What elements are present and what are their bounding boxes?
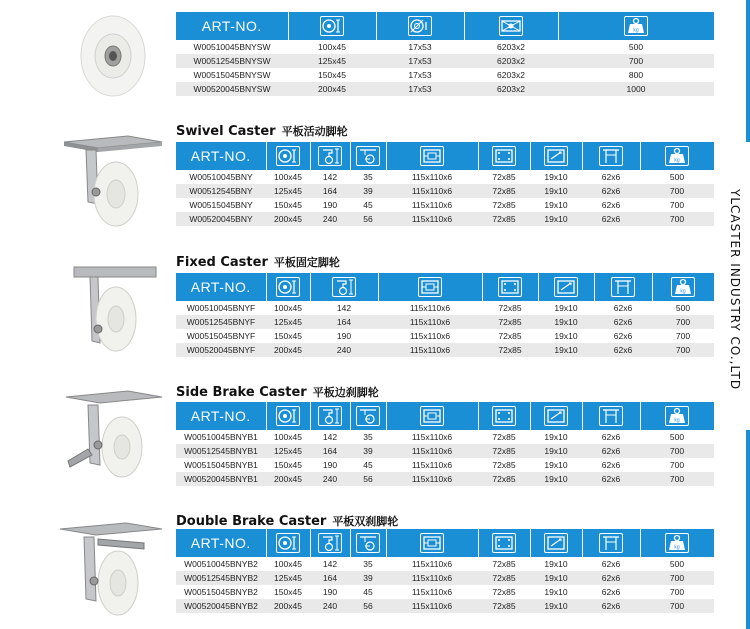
spec-cell: 115x110x6 xyxy=(386,198,478,212)
table-row xyxy=(176,212,714,226)
art-no-cell: W00512545BNYB1 xyxy=(176,444,266,458)
table-row xyxy=(176,82,714,96)
overall-height-icon xyxy=(318,406,342,426)
spec-cell: 100x45 xyxy=(266,301,310,315)
art-no-cell: W00510045BNYSW xyxy=(176,40,288,54)
company-name: YLCASTER INDUSTRY CO.,LTD xyxy=(728,189,742,391)
spec-cell: 6203x2 xyxy=(464,68,558,82)
spec-cell: 125x45 xyxy=(266,184,310,198)
spec-cell: 700 xyxy=(640,458,714,472)
fixed-spec-table xyxy=(176,273,715,357)
wheel-size-icon xyxy=(276,533,300,553)
spec-cell: 19x10 xyxy=(530,212,582,226)
spec-cell: 72x85 xyxy=(478,198,530,212)
art-no-cell: W00520045BNY xyxy=(176,212,266,226)
spec-cell: 142 xyxy=(310,301,378,315)
table-row xyxy=(176,198,714,212)
table-row xyxy=(176,315,714,329)
load-kg-icon xyxy=(665,146,689,166)
top-plate-size-icon xyxy=(420,406,444,426)
art-no-cell: W00515045BNYSW xyxy=(176,68,288,82)
spec-cell: 125x45 xyxy=(288,54,376,68)
wheel-size-icon xyxy=(276,146,300,166)
spec-cell: 72x85 xyxy=(478,472,530,486)
spec-cell: 62x6 xyxy=(594,315,652,329)
overall-height-icon xyxy=(332,277,356,297)
leg-width-icon xyxy=(599,533,623,553)
wheel-spec-table xyxy=(176,12,715,96)
spec-cell: 35 xyxy=(350,170,386,184)
bolt-hole-size-icon xyxy=(544,406,568,426)
table-header xyxy=(176,273,714,301)
offset-icon xyxy=(356,533,380,553)
spec-cell: 100x45 xyxy=(266,557,310,571)
art-no-header: ART-NO. xyxy=(176,12,288,40)
spec-cell: 56 xyxy=(350,212,386,226)
spec-cell: 72x85 xyxy=(482,315,538,329)
spec-cell: 72x85 xyxy=(478,585,530,599)
spec-cell: 39 xyxy=(350,444,386,458)
spec-cell: 17x53 xyxy=(376,54,464,68)
art-no-header: ART-NO. xyxy=(176,273,266,301)
spec-cell: 164 xyxy=(310,444,350,458)
spec-cell: 62x6 xyxy=(582,557,640,571)
spec-cell: 19x10 xyxy=(530,430,582,444)
spec-cell: 72x85 xyxy=(478,430,530,444)
bolt-hole-size-icon xyxy=(544,146,568,166)
spec-cell: 100x45 xyxy=(266,170,310,184)
table-row xyxy=(176,329,714,343)
spec-cell: 115x110x6 xyxy=(386,212,478,226)
section-title: Swivel Caster 平板活动脚轮 xyxy=(176,124,348,139)
double-brake-caster-section xyxy=(0,509,750,629)
spec-cell: 35 xyxy=(350,557,386,571)
load-kg-icon xyxy=(624,16,648,36)
bearing-icon xyxy=(499,16,523,36)
leg-width-icon xyxy=(611,277,635,297)
spec-cell: 19x10 xyxy=(530,444,582,458)
offset-icon xyxy=(356,406,380,426)
table-row xyxy=(176,68,714,82)
spec-cell: 45 xyxy=(350,585,386,599)
spec-cell: 200x45 xyxy=(288,82,376,96)
spec-cell: 700 xyxy=(640,585,714,599)
wheel-section xyxy=(0,0,750,110)
art-no-cell: W00512545BNYF xyxy=(176,315,266,329)
side-brake-caster-photo xyxy=(58,387,168,487)
spec-cell: 700 xyxy=(640,599,714,613)
art-no-cell: W00510045BNYF xyxy=(176,301,266,315)
bolt-hole-size-icon xyxy=(554,277,578,297)
double-brake-spec-table xyxy=(176,529,715,613)
spec-cell: 35 xyxy=(350,430,386,444)
spec-cell: 72x85 xyxy=(478,444,530,458)
spec-cell: 72x85 xyxy=(478,212,530,226)
fixed-caster-photo xyxy=(64,259,164,359)
spec-cell: 200x45 xyxy=(266,212,310,226)
spec-cell: 700 xyxy=(640,472,714,486)
table-row xyxy=(176,571,714,585)
spec-cell: 115x110x6 xyxy=(378,301,482,315)
overall-height-icon xyxy=(318,533,342,553)
spec-cell: 62x6 xyxy=(582,198,640,212)
spec-cell: 115x110x6 xyxy=(386,430,478,444)
spec-cell: 115x110x6 xyxy=(386,444,478,458)
side-brake-caster-section xyxy=(0,381,750,496)
spec-cell: 500 xyxy=(640,170,714,184)
table-row xyxy=(176,54,714,68)
art-no-cell: W00512545BNY xyxy=(176,184,266,198)
spec-cell: 62x6 xyxy=(582,585,640,599)
art-no-cell: W00520045BNYB1 xyxy=(176,472,266,486)
spec-cell: 39 xyxy=(350,571,386,585)
load-kg-icon xyxy=(665,533,689,553)
fixed-caster-section xyxy=(0,251,750,366)
spec-cell: 72x85 xyxy=(482,329,538,343)
spec-cell: 150x45 xyxy=(266,585,310,599)
overall-height-icon xyxy=(318,146,342,166)
spec-cell: 700 xyxy=(640,212,714,226)
spec-cell: 700 xyxy=(652,315,714,329)
spec-cell: 1000 xyxy=(558,82,714,96)
spec-cell: 115x110x6 xyxy=(386,585,478,599)
spec-cell: 62x6 xyxy=(582,430,640,444)
spec-cell: 72x85 xyxy=(478,599,530,613)
art-no-cell: W00515045BNYF xyxy=(176,329,266,343)
spec-cell: 115x110x6 xyxy=(386,458,478,472)
spec-cell: 100x45 xyxy=(266,430,310,444)
spec-cell: 19x10 xyxy=(530,571,582,585)
spec-cell: 150x45 xyxy=(266,198,310,212)
section-title: Double Brake Caster 平板双刹脚轮 xyxy=(176,514,399,529)
spec-cell: 72x85 xyxy=(478,184,530,198)
spec-cell: 500 xyxy=(558,40,714,54)
spec-cell: 62x6 xyxy=(594,343,652,357)
spec-cell: 19x10 xyxy=(530,599,582,613)
spec-cell: 164 xyxy=(310,315,378,329)
spec-cell: 6203x2 xyxy=(464,54,558,68)
bolt-hole-size-icon xyxy=(544,533,568,553)
spec-cell: 500 xyxy=(652,301,714,315)
spec-cell: 125x45 xyxy=(266,571,310,585)
load-kg-icon xyxy=(665,406,689,426)
spec-cell: 164 xyxy=(310,571,350,585)
leg-width-icon xyxy=(599,146,623,166)
table-row xyxy=(176,170,714,184)
spec-cell: 115x110x6 xyxy=(386,170,478,184)
top-plate-size-icon xyxy=(420,533,444,553)
spec-cell: 115x110x6 xyxy=(378,343,482,357)
spec-cell: 115x110x6 xyxy=(378,315,482,329)
spec-cell: 190 xyxy=(310,198,350,212)
spec-cell: 142 xyxy=(310,430,350,444)
swivel-caster-section xyxy=(0,118,750,238)
spec-cell: 72x85 xyxy=(478,571,530,585)
spec-cell: 62x6 xyxy=(594,329,652,343)
spec-cell: 190 xyxy=(310,329,378,343)
spec-cell: 190 xyxy=(310,585,350,599)
spec-cell: 39 xyxy=(350,184,386,198)
section-title: Fixed Caster 平板固定脚轮 xyxy=(176,255,340,270)
table-row xyxy=(176,40,714,54)
spec-cell: 700 xyxy=(640,571,714,585)
spec-cell: 19x10 xyxy=(530,557,582,571)
art-no-cell: W00510045BNYB1 xyxy=(176,430,266,444)
art-no-cell: W00510045BNYB2 xyxy=(176,557,266,571)
spec-cell: 200x45 xyxy=(266,599,310,613)
table-row xyxy=(176,557,714,571)
bolt-hole-spacing-icon xyxy=(492,146,516,166)
spec-cell: 72x85 xyxy=(478,170,530,184)
spec-cell: 700 xyxy=(640,184,714,198)
art-no-cell: W00520045BNYF xyxy=(176,343,266,357)
leg-width-icon xyxy=(599,406,623,426)
spec-cell: 45 xyxy=(350,198,386,212)
spec-cell: 190 xyxy=(310,458,350,472)
spec-cell: 19x10 xyxy=(530,170,582,184)
spec-cell: 19x10 xyxy=(538,329,594,343)
spec-cell: 150x45 xyxy=(266,329,310,343)
spec-cell: 62x6 xyxy=(582,571,640,585)
spec-cell: 56 xyxy=(350,599,386,613)
art-no-cell: W00515045BNYB2 xyxy=(176,585,266,599)
spec-cell: 19x10 xyxy=(530,472,582,486)
table-row xyxy=(176,343,714,357)
spec-cell: 19x10 xyxy=(530,198,582,212)
double-brake-caster-photo xyxy=(54,519,168,627)
wheel-size-icon xyxy=(320,16,344,36)
spec-cell: 62x6 xyxy=(594,301,652,315)
art-no-cell: W00520045BNYSW xyxy=(176,82,288,96)
spec-cell: 56 xyxy=(350,472,386,486)
section-title: Side Brake Caster 平板边刹脚轮 xyxy=(176,385,379,400)
spec-cell: 45 xyxy=(350,458,386,472)
spec-cell: 62x6 xyxy=(582,170,640,184)
spec-cell: 700 xyxy=(640,444,714,458)
spec-cell: 6203x2 xyxy=(464,40,558,54)
art-no-cell: W00520045BNYB2 xyxy=(176,599,266,613)
side-brake-spec-table xyxy=(176,402,715,486)
spec-cell: 700 xyxy=(652,343,714,357)
spec-cell: 19x10 xyxy=(538,301,594,315)
spec-cell: 700 xyxy=(640,198,714,212)
spec-cell: 19x10 xyxy=(538,343,594,357)
spec-cell: 62x6 xyxy=(582,599,640,613)
wheel-size-icon xyxy=(276,277,300,297)
spec-cell: 700 xyxy=(558,54,714,68)
hub-size-icon xyxy=(408,16,432,36)
table-row xyxy=(176,430,714,444)
spec-cell: 150x45 xyxy=(288,68,376,82)
swivel-caster-photo xyxy=(58,132,168,232)
spec-cell: 72x85 xyxy=(478,557,530,571)
spec-cell: 62x6 xyxy=(582,184,640,198)
art-no-header: ART-NO. xyxy=(176,529,266,557)
spec-cell: 19x10 xyxy=(538,315,594,329)
spec-cell: 115x110x6 xyxy=(386,184,478,198)
spec-cell: 19x10 xyxy=(530,458,582,472)
spec-cell: 100x45 xyxy=(288,40,376,54)
top-plate-size-icon xyxy=(420,146,444,166)
spec-cell: 72x85 xyxy=(482,301,538,315)
spec-cell: 150x45 xyxy=(266,458,310,472)
spec-cell: 500 xyxy=(640,557,714,571)
top-plate-size-icon xyxy=(418,277,442,297)
table-row xyxy=(176,184,714,198)
spec-cell: 72x85 xyxy=(482,343,538,357)
swivel-spec-table xyxy=(176,142,715,226)
bolt-hole-spacing-icon xyxy=(492,533,516,553)
spec-cell: 62x6 xyxy=(582,472,640,486)
table-row xyxy=(176,301,714,315)
bolt-hole-spacing-icon xyxy=(498,277,522,297)
table-row xyxy=(176,444,714,458)
spec-cell: 17x53 xyxy=(376,40,464,54)
spec-cell: 700 xyxy=(652,329,714,343)
art-no-header: ART-NO. xyxy=(176,142,266,170)
wheel-photo xyxy=(78,12,148,100)
spec-cell: 240 xyxy=(310,472,350,486)
spec-cell: 6203x2 xyxy=(464,82,558,96)
art-no-cell: W00515045BNYB1 xyxy=(176,458,266,472)
load-kg-icon xyxy=(671,277,695,297)
spec-cell: 142 xyxy=(310,557,350,571)
spec-cell: 200x45 xyxy=(266,343,310,357)
spec-cell: 17x53 xyxy=(376,82,464,96)
spec-cell: 164 xyxy=(310,184,350,198)
art-no-cell: W00512545BNYB2 xyxy=(176,571,266,585)
table-row xyxy=(176,585,714,599)
table-row xyxy=(176,458,714,472)
spec-cell: 17x53 xyxy=(376,68,464,82)
table-row xyxy=(176,472,714,486)
spec-cell: 62x6 xyxy=(582,444,640,458)
spec-cell: 19x10 xyxy=(530,585,582,599)
spec-cell: 115x110x6 xyxy=(378,329,482,343)
table-header xyxy=(176,529,714,557)
spec-cell: 115x110x6 xyxy=(386,557,478,571)
art-no-header: ART-NO. xyxy=(176,402,266,430)
spec-cell: 115x110x6 xyxy=(386,571,478,585)
spec-cell: 62x6 xyxy=(582,212,640,226)
spec-cell: 800 xyxy=(558,68,714,82)
spec-cell: 19x10 xyxy=(530,184,582,198)
table-header xyxy=(176,142,714,170)
spec-cell: 142 xyxy=(310,170,350,184)
offset-icon xyxy=(356,146,380,166)
bolt-hole-spacing-icon xyxy=(492,406,516,426)
spec-cell: 125x45 xyxy=(266,315,310,329)
spec-cell: 72x85 xyxy=(478,458,530,472)
spec-cell: 62x6 xyxy=(582,458,640,472)
spec-cell: 115x110x6 xyxy=(386,472,478,486)
art-no-cell: W00515045BNY xyxy=(176,198,266,212)
table-row xyxy=(176,599,714,613)
spec-cell: 500 xyxy=(640,430,714,444)
art-no-cell: W00512545BNYSW xyxy=(176,54,288,68)
wheel-size-icon xyxy=(276,406,300,426)
spec-cell: 115x110x6 xyxy=(386,599,478,613)
spec-cell: 200x45 xyxy=(266,472,310,486)
table-header xyxy=(176,402,714,430)
spec-cell: 240 xyxy=(310,599,350,613)
art-no-cell: W00510045BNY xyxy=(176,170,266,184)
spec-cell: 240 xyxy=(310,343,378,357)
spec-cell: 240 xyxy=(310,212,350,226)
spec-cell: 125x45 xyxy=(266,444,310,458)
